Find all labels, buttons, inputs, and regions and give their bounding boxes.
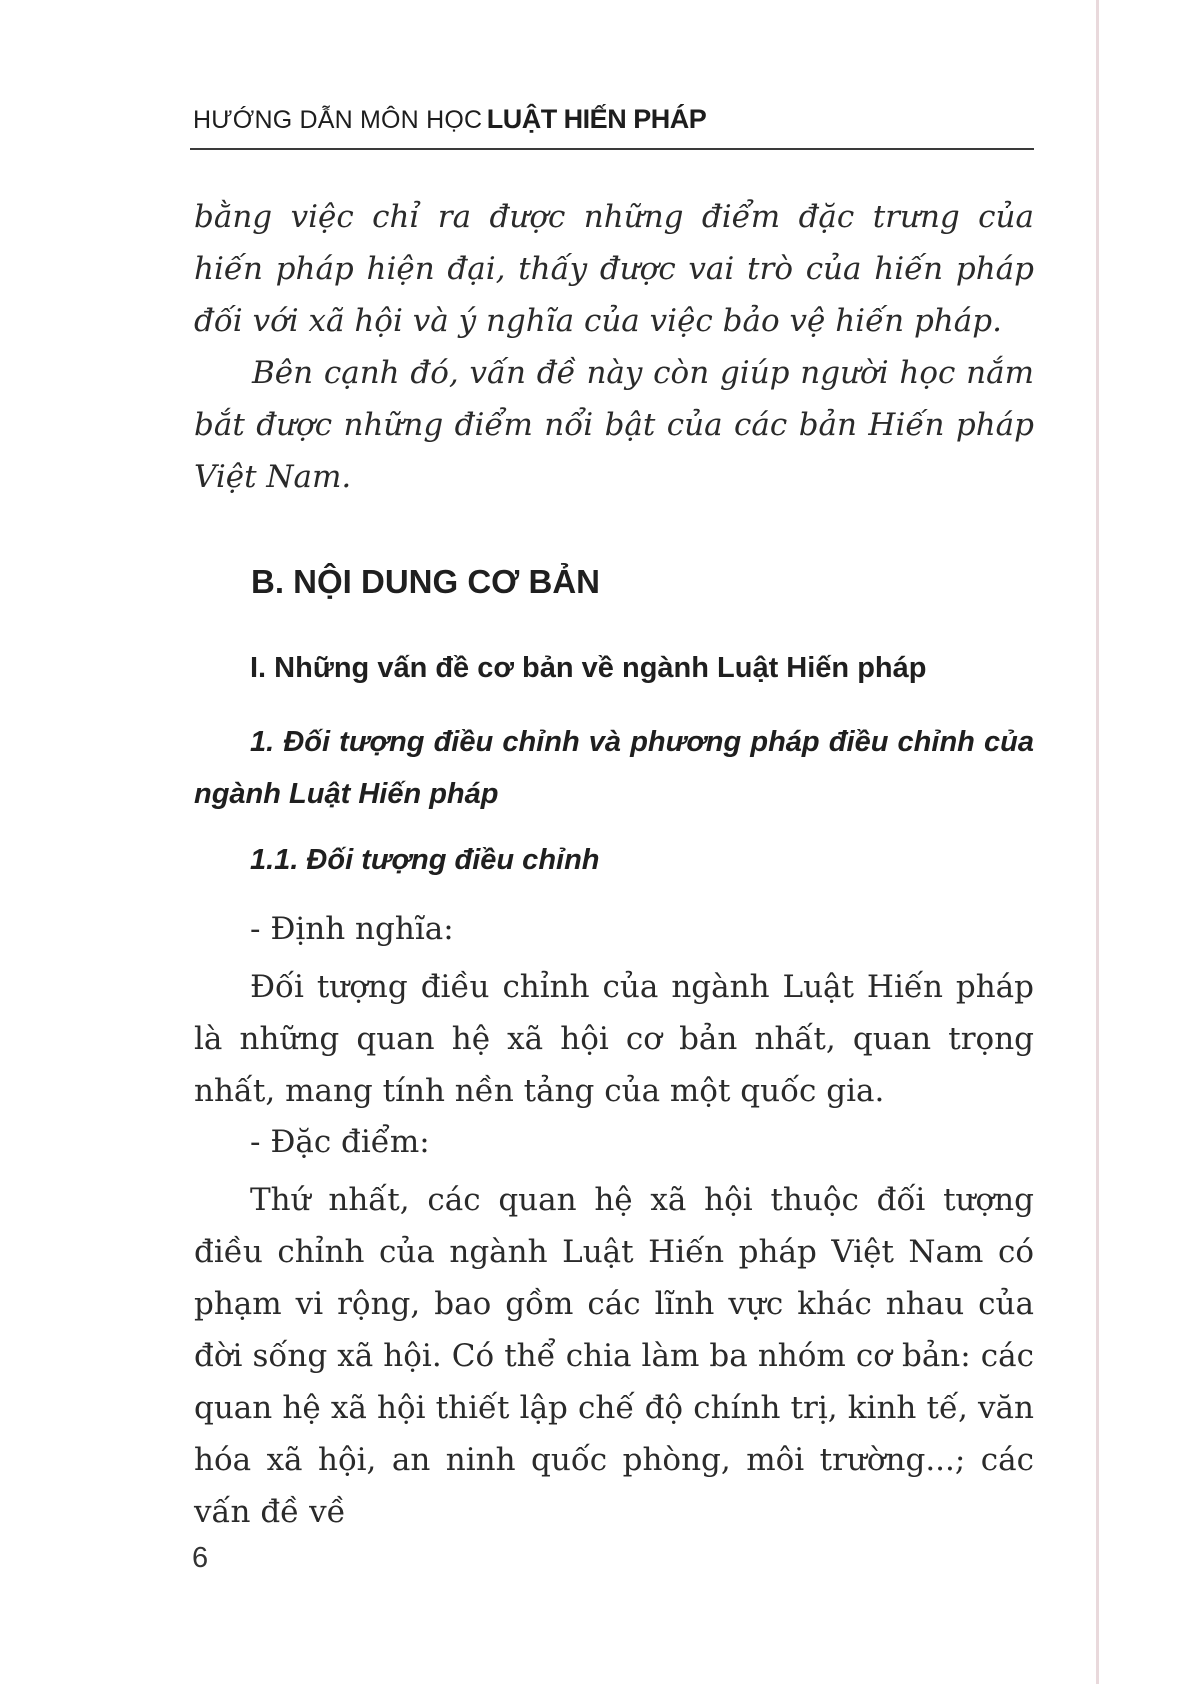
intro-continuation-paragraph: bằng việc chỉ ra được những điểm đặc trưng của hiến pháp hiện đại, thấy được vai trò của hiến pháp đối với xã hội và ý nghĩa của việc bảo vệ hiến pháp. [194, 199, 1034, 339]
header-subject: LUẬT HIẾN PHÁP [486, 104, 707, 134]
section-b-heading: B. NỘI DUNG CƠ BẢN [251, 563, 600, 600]
item-1-1-heading: 1.1. Đối tượng điều chỉnh [250, 844, 600, 876]
part-i-heading: I. Những vấn đề cơ bản về ngành Luật Hiến pháp [250, 652, 927, 684]
running-header [193, 104, 1033, 150]
item-1-heading: 1. Đối tượng điều chỉnh và phương pháp điều chỉnh của ngành Luật Hiến pháp [194, 726, 1034, 810]
page-number: 6 [192, 1542, 209, 1574]
page-edge [1096, 0, 1099, 1684]
definition-label: - Định nghĩa: [250, 911, 454, 947]
header-prefix: HƯỚNG DẪN MÔN HỌC [193, 106, 483, 134]
header-divider [190, 148, 1034, 150]
features-label: - Đặc điểm: [250, 1124, 430, 1160]
definition-paragraph: Đối tượng điều chỉnh của ngành Luật Hiến pháp là những quan hệ xã hội cơ bản nhất, quan trọng nhất, mang tính nền tảng của một quốc gia. [194, 969, 1034, 1109]
features-paragraph: Thứ nhất, các quan hệ xã hội thuộc đối tượng điều chỉnh của ngành Luật Hiến pháp Việt Nam có phạm vi rộng, bao gồm các lĩnh vực khác nhau của đời sống xã hội. Có thể chia làm ba nhóm cơ bản: các quan hệ xã hội thiết lập chế độ chính trị, kinh tế, văn hóa xã hội, an ninh quốc phòng, môi trường...; các vấn đề về [194, 1182, 1034, 1530]
intro-second-paragraph: Bên cạnh đó, vấn đề này còn giúp người học nắm bắt được những điểm nổi bật của các bản Hiến pháp Việt Nam. [194, 355, 1034, 495]
